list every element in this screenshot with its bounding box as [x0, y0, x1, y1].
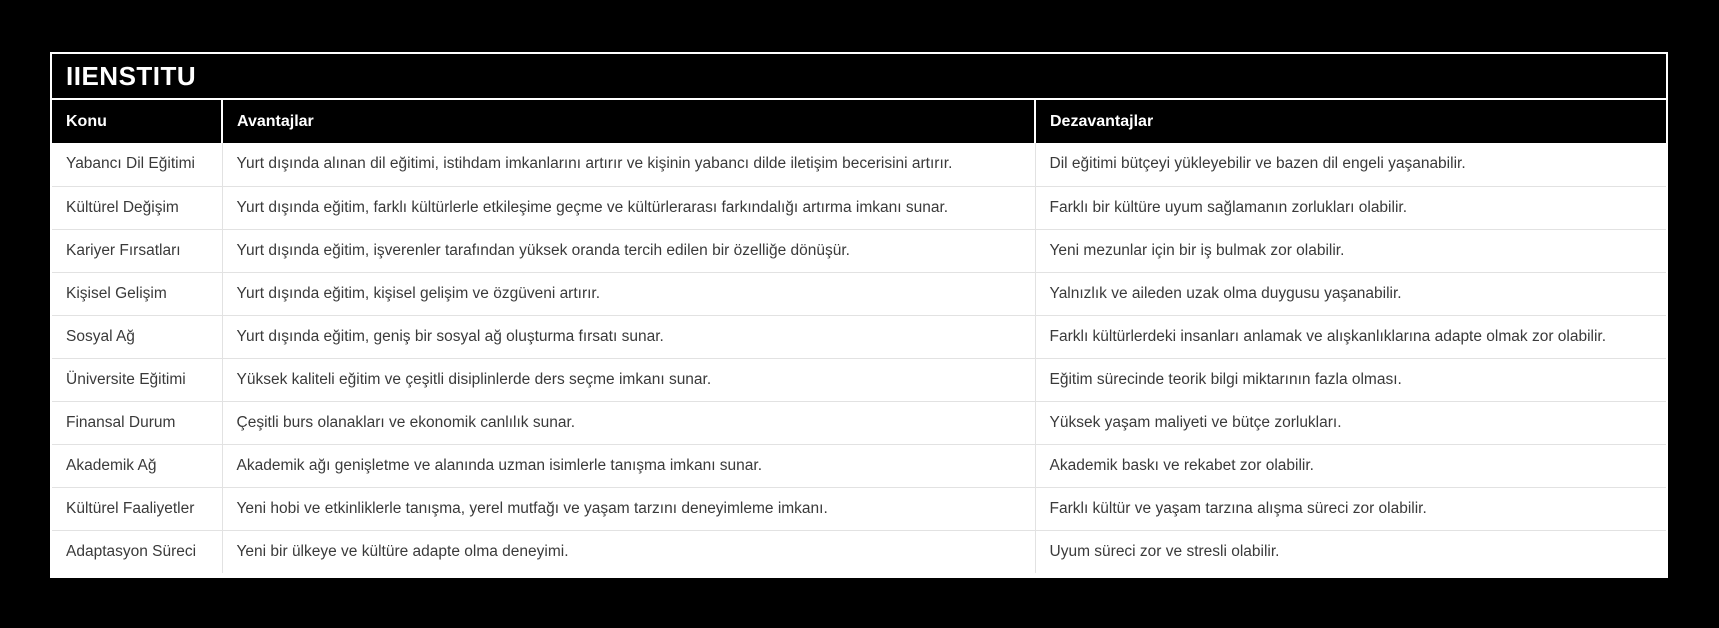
row-advantage: Çeşitli burs olanakları ve ekonomik canlılık sunar. [222, 401, 1035, 444]
row-topic: Kariyer Fırsatları [52, 229, 222, 272]
table-header-row [52, 100, 1666, 143]
table-header [52, 100, 1666, 143]
table-row [52, 143, 1666, 186]
row-topic: Üniversite Eğitimi [52, 358, 222, 401]
row-disadvantage: Uyum süreci zor ve stresli olabilir. [1035, 530, 1666, 573]
row-disadvantage: Akademik baskı ve rekabet zor olabilir. [1035, 444, 1666, 487]
column-header-konu: Konu [52, 100, 222, 143]
table-row [52, 487, 1666, 530]
table-row [52, 272, 1666, 315]
title-bar [52, 54, 1666, 100]
table-row [52, 444, 1666, 487]
row-advantage: Yurt dışında eğitim, farklı kültürlerle etkileşime geçme ve kültürlerarası farkındalığı artırma imkanı sunar. [222, 186, 1035, 229]
brand-title: IIENSTITU [66, 60, 197, 91]
row-advantage: Akademik ağı genişletme ve alanında uzman isimlerle tanışma imkanı sunar. [222, 444, 1035, 487]
row-topic: Kültürel Faaliyetler [52, 487, 222, 530]
table-body [52, 143, 1666, 573]
column-header-dezavantajlar: Dezavantajlar [1035, 100, 1666, 143]
row-advantage: Yurt dışında alınan dil eğitimi, istihdam imkanlarını artırır ve kişinin yabancı dilde iletişim becerisini artırır. [222, 143, 1035, 186]
row-topic: Sosyal Ağ [52, 315, 222, 358]
row-advantage: Yurt dışında eğitim, geniş bir sosyal ağ oluşturma fırsatı sunar. [222, 315, 1035, 358]
row-topic: Kültürel Değişim [52, 186, 222, 229]
column-header-avantajlar: Avantajlar [222, 100, 1035, 143]
table-row [52, 530, 1666, 573]
row-advantage: Yurt dışında eğitim, işverenler tarafından yüksek oranda tercih edilen bir özelliğe dönüşür. [222, 229, 1035, 272]
content-card [50, 52, 1668, 578]
row-disadvantage: Yüksek yaşam maliyeti ve bütçe zorlukları. [1035, 401, 1666, 444]
table-row [52, 358, 1666, 401]
row-advantage: Yeni hobi ve etkinliklerle tanışma, yerel mutfağı ve yaşam tarzını deneyimleme imkanı. [222, 487, 1035, 530]
comparison-table [52, 100, 1666, 573]
row-disadvantage: Eğitim sürecinde teorik bilgi miktarının fazla olması. [1035, 358, 1666, 401]
row-advantage: Yüksek kaliteli eğitim ve çeşitli disiplinlerde ders seçme imkanı sunar. [222, 358, 1035, 401]
row-disadvantage: Farklı bir kültüre uyum sağlamanın zorlukları olabilir. [1035, 186, 1666, 229]
row-topic: Adaptasyon Süreci [52, 530, 222, 573]
row-disadvantage: Yeni mezunlar için bir iş bulmak zor olabilir. [1035, 229, 1666, 272]
row-disadvantage: Dil eğitimi bütçeyi yükleyebilir ve bazen dil engeli yaşanabilir. [1035, 143, 1666, 186]
row-topic: Yabancı Dil Eğitimi [52, 143, 222, 186]
row-topic: Finansal Durum [52, 401, 222, 444]
row-topic: Kişisel Gelişim [52, 272, 222, 315]
row-topic: Akademik Ağ [52, 444, 222, 487]
table-row [52, 186, 1666, 229]
row-disadvantage: Farklı kültür ve yaşam tarzına alışma süreci zor olabilir. [1035, 487, 1666, 530]
table-row [52, 315, 1666, 358]
row-advantage: Yeni bir ülkeye ve kültüre adapte olma deneyimi. [222, 530, 1035, 573]
table-row [52, 229, 1666, 272]
row-disadvantage: Farklı kültürlerdeki insanları anlamak ve alışkanlıklarına adapte olmak zor olabilir. [1035, 315, 1666, 358]
row-disadvantage: Yalnızlık ve aileden uzak olma duygusu yaşanabilir. [1035, 272, 1666, 315]
row-advantage: Yurt dışında eğitim, kişisel gelişim ve özgüveni artırır. [222, 272, 1035, 315]
table-row [52, 401, 1666, 444]
